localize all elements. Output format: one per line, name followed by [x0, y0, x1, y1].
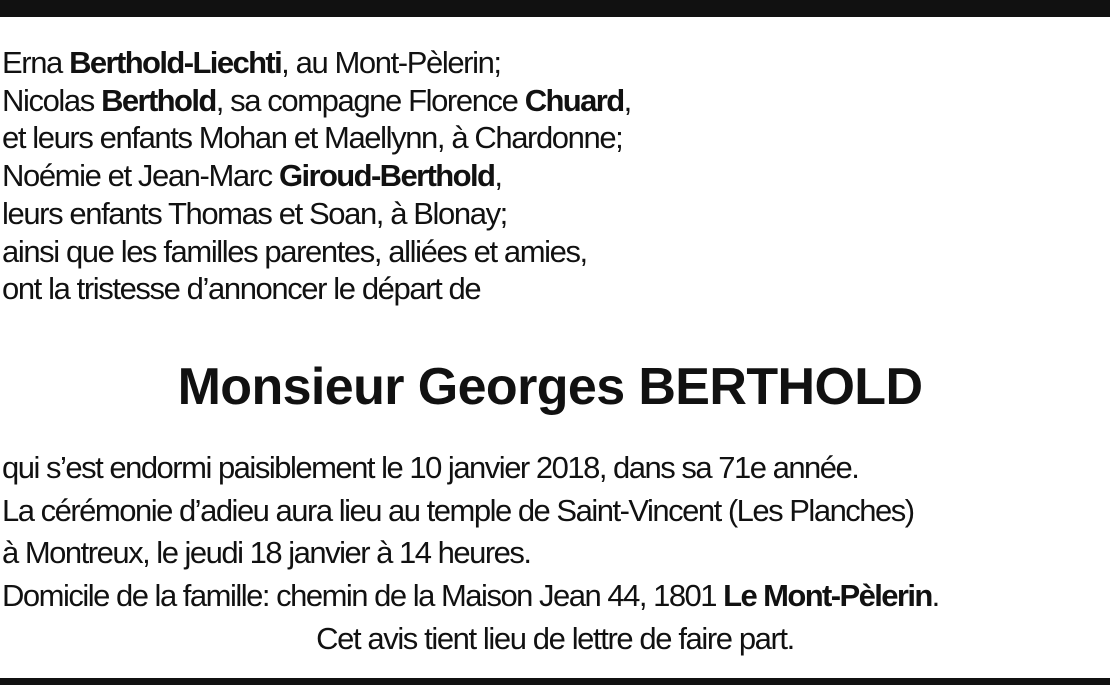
- ceremony-details: [2, 447, 939, 617]
- details-line: à Montreux, le jeudi 18 janvier à 14 heures.: [2, 535, 531, 570]
- family-name: Giroud-Berthold: [278, 158, 495, 194]
- family-line: et leurs enfants Mohan et Maellynn, à Chardonne;: [2, 120, 623, 156]
- family-line: leurs enfants Thomas et Soan, à Blonay;: [2, 195, 507, 231]
- top-border-rule: [0, 0, 1110, 17]
- bottom-border-rule: [0, 678, 1110, 685]
- deceased-name-heading: Monsieur Georges BERTHOLD: [177, 358, 923, 416]
- family-name: Berthold-Liechti: [69, 45, 282, 80]
- family-name: Berthold: [101, 82, 216, 118]
- domicile-place: Le Mont-Pèlerin: [723, 577, 932, 613]
- family-line: Noémie et Jean-Marc Giroud-Berthold,: [2, 158, 502, 194]
- family-line: Nicolas Berthold, sa compagne Florence Chuard,: [2, 82, 631, 118]
- family-line: ainsi que les familles parentes, alliées et amies,: [2, 233, 587, 269]
- family-announcement: [2, 44, 631, 308]
- family-line: Erna Berthold-Liechti, au Mont-Pèlerin;: [2, 45, 501, 80]
- family-name: Chuard: [524, 82, 624, 118]
- family-domicile-line: Domicile de la famille: chemin de la Maison Jean 44, 1801 Le Mont-Pèlerin.: [2, 577, 939, 613]
- family-line: ont la tristesse d’annoncer le départ de: [2, 271, 481, 307]
- closing-note: Cet avis tient lieu de lettre de faire part.: [316, 621, 794, 656]
- details-line: La cérémonie d’adieu aura lieu au temple de Saint-Vincent (Les Planches): [2, 492, 914, 528]
- details-line: qui s’est endormi paisiblement le 10 janvier 2018, dans sa 71e année.: [2, 450, 859, 485]
